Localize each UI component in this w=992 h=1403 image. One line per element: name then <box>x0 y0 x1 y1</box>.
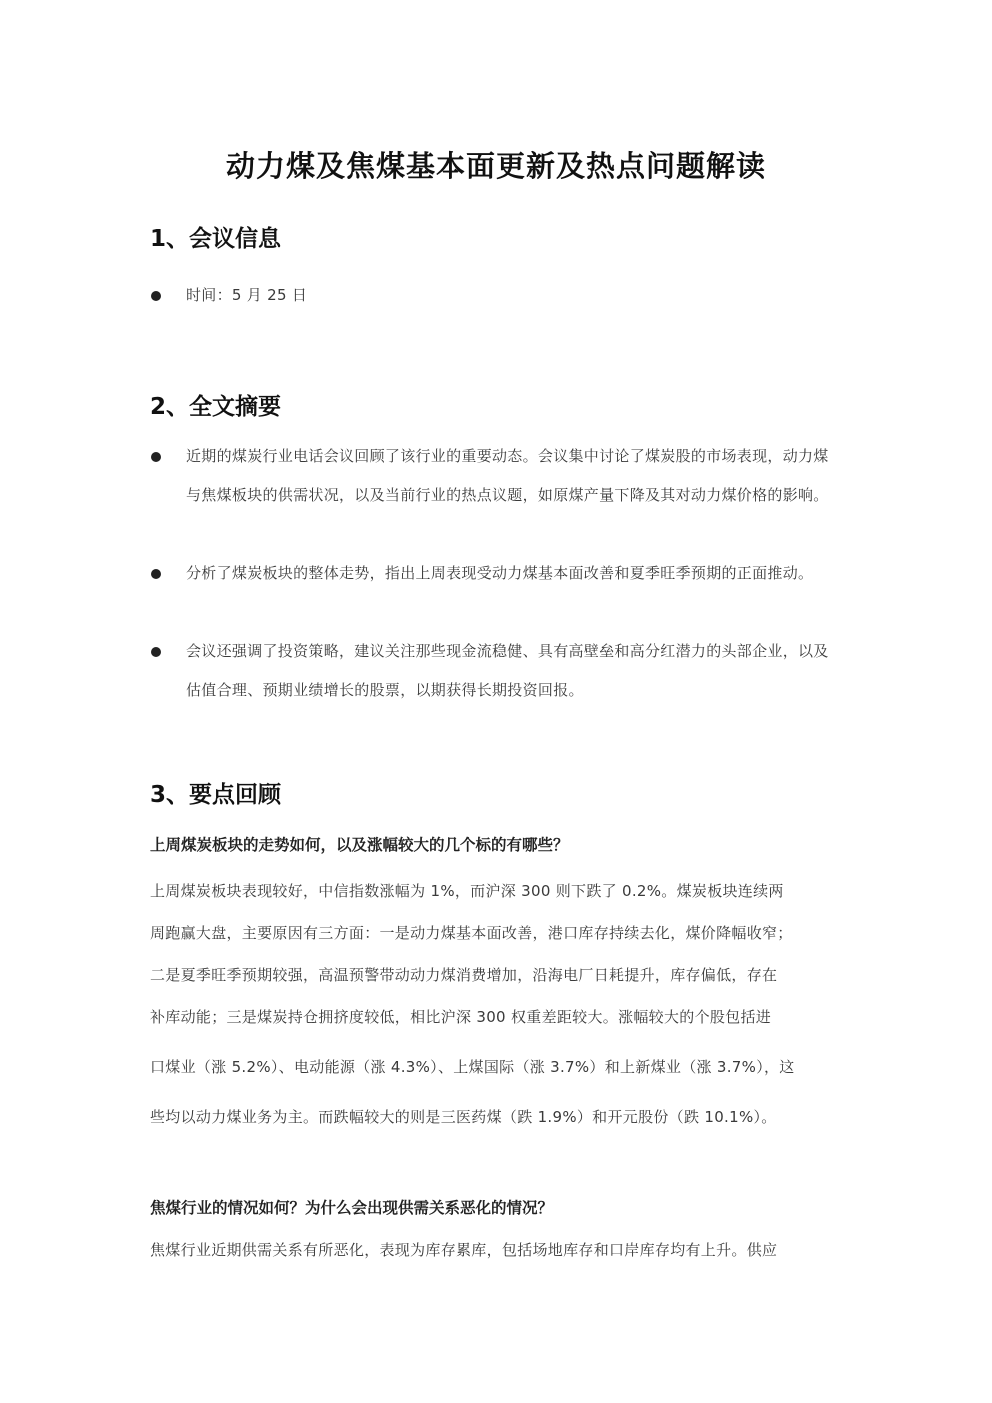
section-heading-meeting-info: 1、会议信息 <box>150 226 282 252</box>
answer-paragraph <box>150 878 842 1134</box>
paragraph-line: 周跑赢大盘，主要原因有三方面：一是动力煤基本面改善，港口库存持续去化，煤价降幅收窄； <box>150 924 793 942</box>
paragraph-line: 焦煤行业近期供需关系有所恶化，表现为库存累库，包括场地库存和口岸库存均有上升。供应 <box>150 1241 778 1259</box>
answer-paragraph <box>150 1237 842 1267</box>
paragraph-line: 二是夏季旺季预期较强，高温预警带动动力煤消费增加，沿海电厂日耗提升，库存偏低，存在 <box>150 966 778 984</box>
bullet-icon <box>151 452 161 462</box>
paragraph-line: 补库动能；三是煤炭持仓拥挤度较低，相比沪深 300 权重差距较大。涨幅较大的个股包括进 <box>150 1008 772 1026</box>
document-title: 动力煤及焦煤基本面更新及热点问题解读 <box>225 149 766 183</box>
question-heading: 焦煤行业的情况如何？为什么会出现供需关系恶化的情况？ <box>150 1199 554 1217</box>
paragraph-line: 些均以动力煤业务为主。而跌幅较大的则是三医药煤（跌 1.9%）和开元股份（跌 10.1%）。 <box>150 1108 777 1126</box>
summary-text: 会议还强调了投资策略，建议关注那些现金流稳健、具有高壁垒和高分红潜力的头部企业，以及估值合理、预期业绩增长的股票，以期获得长期投资回报。 <box>186 642 829 699</box>
section-heading-key-points: 3、要点回顾 <box>150 782 282 808</box>
bullet-icon <box>151 569 161 579</box>
meeting-time: 时间：5 月 25 日 <box>186 286 308 304</box>
bullet-icon <box>151 291 161 301</box>
section-heading-summary: 2、全文摘要 <box>150 394 282 420</box>
paragraph-line: 上周煤炭板块表现较好，中信指数涨幅为 1%，而沪深 300 则下跌了 0.2%。煤炭板块连续两 <box>150 882 784 900</box>
summary-text: 分析了煤炭板块的整体走势，指出上周表现受动力煤基本面改善和夏季旺季预期的正面推动。 <box>186 564 814 582</box>
summary-text: 近期的煤炭行业电话会议回顾了该行业的重要动态。会议集中讨论了煤炭股的市场表现，动力煤与焦煤板块的供需状况，以及当前行业的热点议题，如原煤产量下降及其对动力煤价格的影响。 <box>186 447 829 504</box>
paragraph-line: 口煤业（涨 5.2%）、电动能源（涨 4.3%）、上煤国际（涨 3.7%）和上新煤业（涨 3.7%），这 <box>150 1058 795 1076</box>
question-heading: 上周煤炭板块的走势如何，以及涨幅较大的几个标的有哪些？ <box>150 836 569 854</box>
bullet-icon <box>151 647 161 657</box>
